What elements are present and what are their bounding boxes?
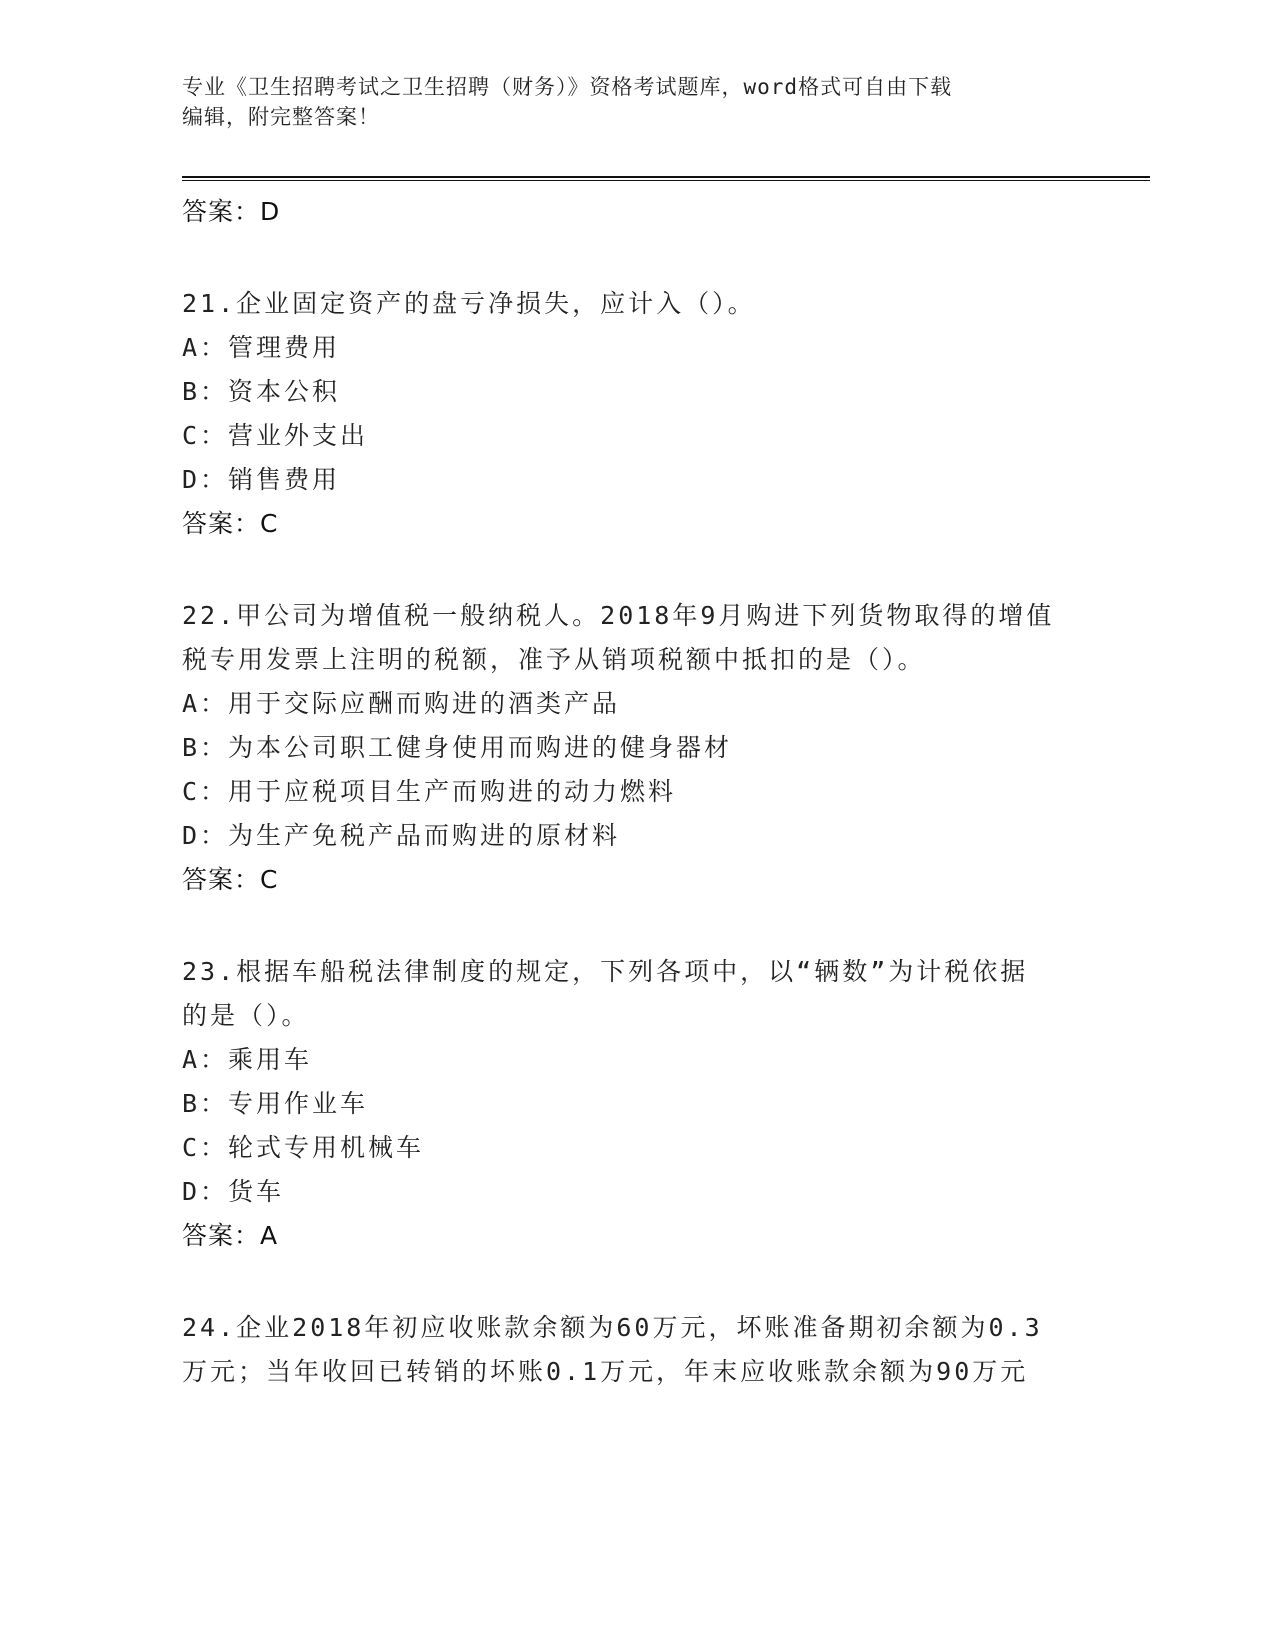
question-text-line: 24.企业2018年初应收账款余额为60万元，坏账准备期初余额为0.3 (182, 1313, 1043, 1342)
spacer (182, 234, 1082, 282)
question-list (182, 190, 1082, 1394)
option-b: B：为本公司职工健身使用而购进的健身器材 (182, 733, 733, 762)
spacer (182, 546, 1082, 594)
spacer (182, 1258, 1082, 1306)
question-text-line: 税专用发票上注明的税额，准予从销项税额中抵扣的是（）。 (182, 645, 926, 674)
header-line-1: 专业《卫生招聘考试之卫生招聘（财务）》资格考试题库，word格式可自由下载 (182, 75, 953, 99)
answer-line: 答案：C (182, 509, 279, 538)
header-divider (182, 176, 1150, 181)
option-b: B：资本公积 (182, 377, 341, 406)
question-text-line: 23.根据车船税法律制度的规定，下列各项中，以“辆数”为计税依据 (182, 957, 1029, 986)
document-header (182, 72, 1062, 132)
option-d: D：销售费用 (182, 465, 341, 494)
question-block (182, 1306, 1082, 1394)
question-text-line: 的是（）。 (182, 1001, 310, 1030)
option-d: D：货车 (182, 1177, 285, 1206)
question-text-line: 万元；当年收回已转销的坏账0.1万元，年末应收账款余额为90万元 (182, 1357, 1029, 1386)
answer-line: 答案：D (182, 197, 281, 226)
option-d: D：为生产免税产品而购进的原材料 (182, 821, 621, 850)
header-line-2: 编辑，附完整答案！ (182, 105, 380, 129)
option-c: C：用于应税项目生产而购进的动力燃料 (182, 777, 677, 806)
question-block (182, 282, 1082, 546)
question-text-line: 22.甲公司为增值税一般纳税人。2018年9月购进下列货物取得的增值 (182, 601, 1055, 630)
spacer (182, 902, 1082, 950)
option-c: C：营业外支出 (182, 421, 369, 450)
question-text-line: 21.企业固定资产的盘亏净损失，应计入（）。 (182, 289, 756, 318)
option-a: A：管理费用 (182, 333, 341, 362)
option-a: A：乘用车 (182, 1045, 313, 1074)
question-block (182, 594, 1082, 902)
option-a: A：用于交际应酬而购进的酒类产品 (182, 689, 621, 718)
question-block (182, 950, 1082, 1258)
answer-line: 答案：C (182, 865, 279, 894)
option-b: B：专用作业车 (182, 1089, 369, 1118)
option-c: C：轮式专用机械车 (182, 1133, 425, 1162)
answer-line: 答案：A (182, 1221, 279, 1250)
